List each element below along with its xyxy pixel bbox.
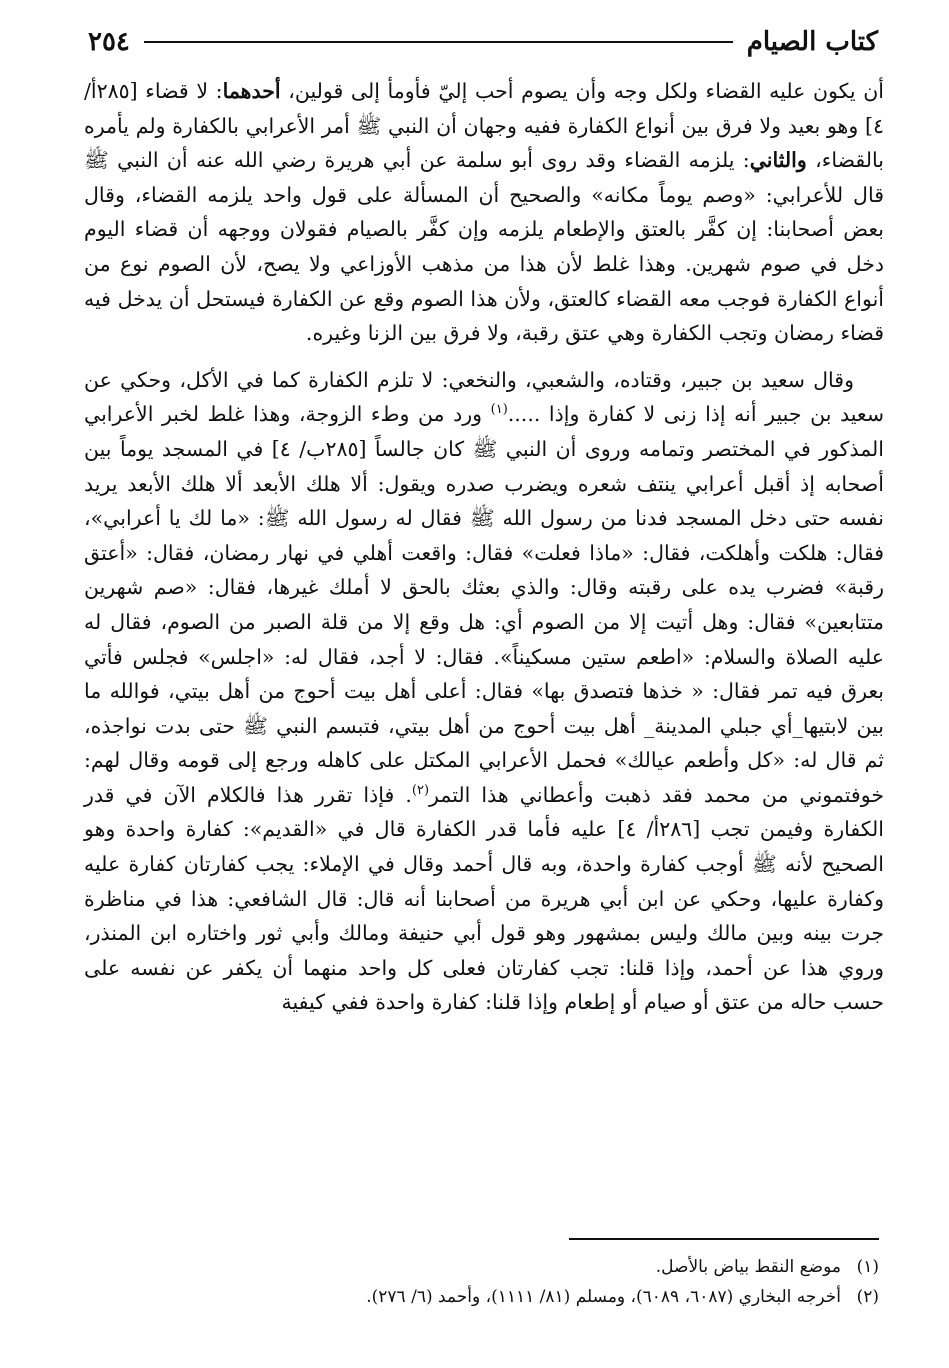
paragraph-1 bbox=[84, 74, 884, 351]
bold-term-second: والثاني bbox=[749, 148, 807, 173]
bold-term-first: أحدهما bbox=[222, 79, 281, 103]
paragraph-1-part-c: : يلزمه القضاء وقد روى أبو سلمة عن أبي هريرة رضي الله عنه أن النبي ﷺ قال للأعرابي: «وصم يوماً مكانه» والصحيح أن المسألة على قول واحد يلزمه القضاء، وقال بعض أصحابنا: إن كفَّر بالعتق والإطعام يلزمه وإن كفَّر بالصيام فقولان ووجهه أن قضاء اليوم دخل في صوم شهرين. وهذا غلط لأن هذا من مذهب الأوزاعي ولا يصح، لأن الصوم نوع من أنواع الكفارة فوجب معه القضاء كالعتق، ولأن هذا الصوم وقع عن الكفارة فيستحل أن يدخل فيه قضاء رمضان وتجب الكفارة وهي عتق رقبة، ولا فرق بين الزنا وغيره. bbox=[84, 148, 884, 346]
footnote-ref-2: (٢) bbox=[411, 783, 430, 799]
paragraph-1-part-a: أن يكون عليه القضاء ولكل وجه وأن يصوم أحب إليّ فأومأ إلى قولين، bbox=[280, 79, 885, 103]
footnote-1-number: (١) bbox=[856, 1257, 879, 1277]
header-rule bbox=[144, 41, 733, 43]
page-header bbox=[88, 22, 878, 62]
footnote-2 bbox=[99, 1282, 879, 1312]
book-title: كتاب الصيام bbox=[746, 27, 878, 57]
body-text bbox=[84, 74, 884, 1020]
page-number: ٢٥٤ bbox=[88, 27, 130, 57]
footnote-1 bbox=[99, 1252, 879, 1282]
footnote-1-text: موضع النقط بياض بالأصل. bbox=[655, 1257, 841, 1277]
paragraph-2-part-c: . فإذا تقرر هذا فالكلام الآن في قدر الكفارة وفيمن تجب [٢٨٦أ/ ٤] عليه فأما قدر الكفارة قال في «القديم»: كفارة واحدة وهو الصحيح لأنه ﷺ أوجب كفارة واحدة، وبه قال أحمد وقال في الإملاء: يجب كفارتان كفارة عليه وكفارة عليها، وحكي عن ابن أبي هريرة من أصحابنا أنه قال: قال الشافعي: هذا في مناظرة جرت بينه وبين مالك وليس بمشهور وهو قول أبي حنيفة ومالك وأبي ثور واختاره ابن المنذر، وروي هذا عن أحمد، وإذا قلنا: تجب كفارتان فعلى كل واحد منهما أن يكفر عن نفسه على حسب حاله من عتق أو صيام أو إطعام وإذا قلنا: كفارة واحدة ففي كيفية bbox=[84, 782, 884, 1015]
paragraph-1-part-b: : لا قضاء [٢٨٥أ/ ٤] وهو بعيد ولا فرق بين أنواع الكفارة ففيه وجهان أن النبي ﷺ أمر الأعرابي بالكفارة ولم يأمره بالقضاء، bbox=[84, 79, 884, 173]
footnote-divider bbox=[569, 1238, 879, 1240]
footnote-2-text: أخرجه البخاري (٦٠٨٧، ٦٠٨٩)، ومسلم (٨١/ ١١١١)، وأحمد (٦/ ٢٧٦). bbox=[366, 1287, 841, 1307]
paragraph-2-part-a: وقال سعيد بن جبير، وقتاده، والشعبي، والنخعي: لا تلزم الكفارة كما في الأكل، وحكي عن سعيد بن جبير أنه إذا زنى لا كفارة وإذا ..... bbox=[84, 367, 884, 427]
footnote-2-number: (٢) bbox=[856, 1287, 879, 1307]
paragraph-2-part-b: ورد من وطء الزوجة، وهذا غلط لخبر الأعرابي المذكور في المختصر وتمامه وروى أن النبي ﷺ كان جالساً [٢٨٥ب/ ٤] في المسجد يوماً بين أصحابه إذ أقبل أعرابي ينتف شعره ويضرب صدره ويقول: ألا هلك الأبعد ألا هلك الأبعد يريد نفسه حتى دخل المسجد فدنا من رسول الله ﷺ فقال له رسول الله ﷺ: «ما لك يا أعرابي»، فقال: هلكت وأهلكت، فقال: «ماذا فعلت» فقال: واقعت أهلي في نهار رمضان، فقال: «أعتق رقبة» فضرب يده على رقبته وقال: والذي بعثك بالحق لا أملك غيرها، فقال: «صم شهرين متتابعين» فقال: وهل أتيت إلا من الصوم أي: هل وقع إلا من قلة الصبر من الصوم، فقال له عليه الصلاة والسلام: «اطعم ستين مسكيناً». فقال: لا أجد، فقال له: «اجلس» فجلس فأتي بعرق فيه تمر فقال: « خذها فتصدق بها» فقال: أعلى أهل بيت أحوج من أهل بيتي، فوالله ما بين لابتيها_أي جبلي المدينة_ أهل بيت أحوج من أهل بيتي، فتبسم النبي ﷺ حتى بدت نواجذه، ثم قال له: «كل وأطعم عيالك» فحمل الأعرابي المكتل على كاهله ورجع إلى قومه وقال لهم: خوفتموني من محمد فقد ذهبت وأعطاني هذا التمر bbox=[84, 402, 885, 807]
footnotes bbox=[99, 1252, 879, 1312]
footnote-ref-1: (١) bbox=[490, 402, 508, 418]
paragraph-2 bbox=[84, 363, 884, 1020]
